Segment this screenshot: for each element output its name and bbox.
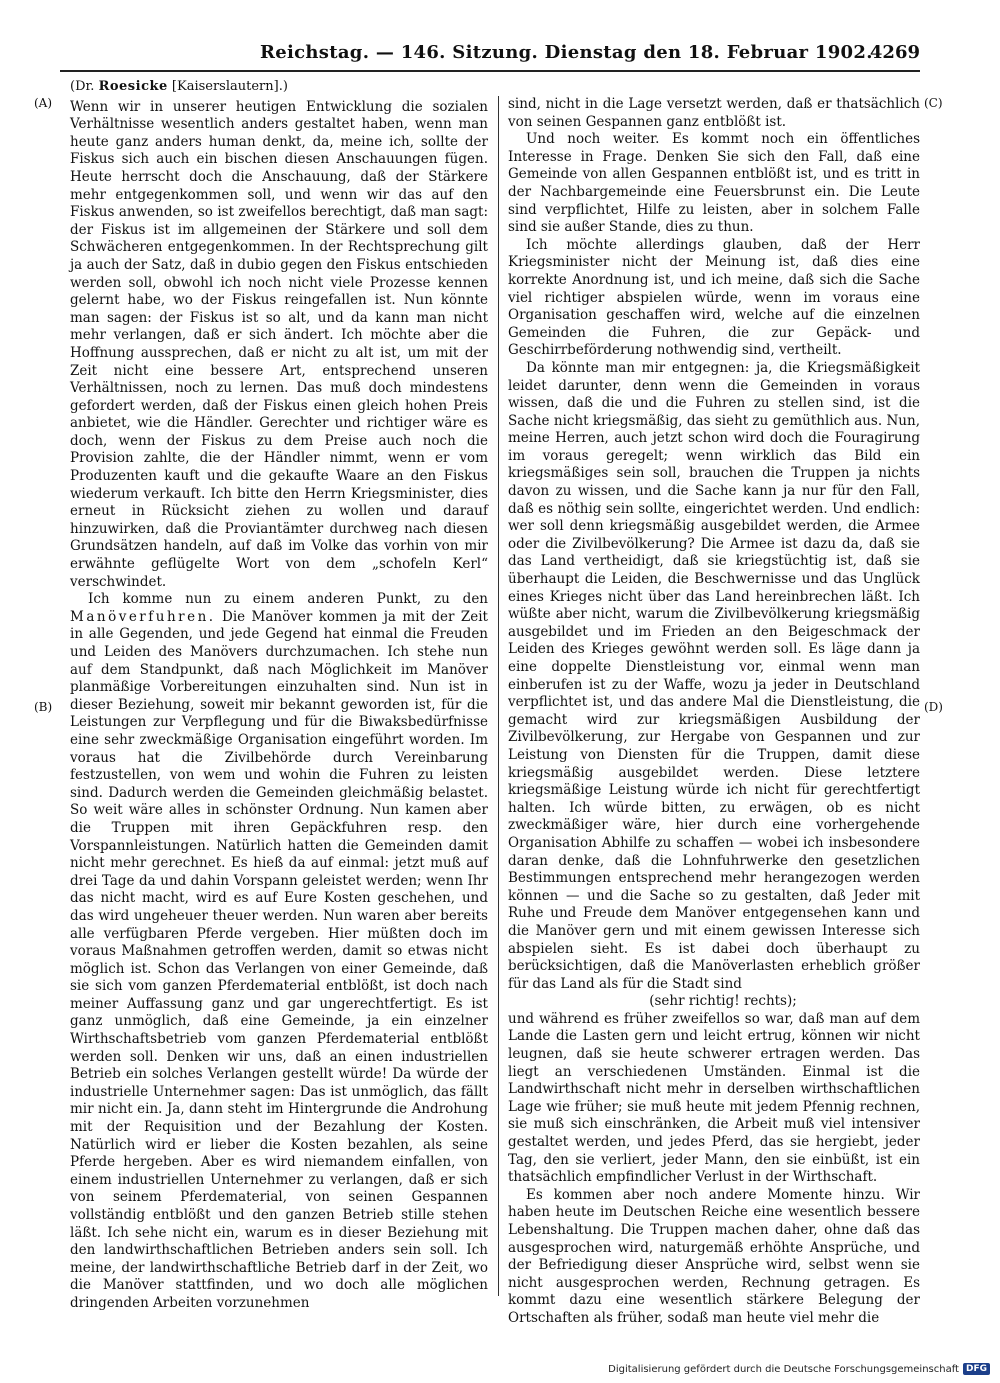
paragraph: Und noch weiter. Es kommt noch ein öffentliches Interesse in Frage. Denken Sie sich den Fall, daß eine Gemeinde von allen Gespannen entblößt ist, und es tritt in der Nachbargemeinde eine Feuersbrunst ein. Die Leute sind verpflichtet, Hilfe zu leisten, aber in solchem Falle sind sie außer Stande, dies zu thun. bbox=[508, 131, 920, 236]
footer-text: Digitalisierung gefördert durch die Deutsche Forschungsgemeinschaft bbox=[608, 1363, 959, 1375]
speaker-prefix: (Dr. bbox=[70, 79, 95, 94]
page-number: 4269 bbox=[869, 42, 920, 63]
paragraph: Ich möchte allerdings glauben, daß der Herr Kriegsminister nicht der Meinung ist, daß dies eine korrekte Anordnung ist, und ich meine, daß sich die Sache viel richtiger abspielen würde, wenn im voraus eine Organisation geschaffen wird, welche auf die einzelnen Gemeinden die Fuhren, die zur Gepäck- und Geschirrbeförderung nothwendig sind, vertheilt. bbox=[508, 236, 920, 359]
paragraph: und während es früher zweifellos so war, daß man auf dem Lande die Lasten gern und leicht ertrug, können wir nicht leugnen, daß sie heute schwerer ertragen werden. Das liegt an verschiedenen Umständen. Einmal ist die Landwirthschaft nicht mehr in derselben wirthschaftlichen Lage wie früher; sie muß heute mit jedem Pfennig rechnen, sie muß sich einschränken, die Arbeit muß viel intensiver gestaltet werden, und jedes Pferd, das sie hergiebt, jeder Tag, den sie verliert, jeder Mann, den sie einbüßt, ist ein thatsächlich empfindlicher Verlust in der Wirthschaft. bbox=[508, 1010, 920, 1186]
emphasized-term: Manöverfuhren. bbox=[70, 608, 216, 625]
column-marker-a: (A) bbox=[34, 96, 53, 110]
column-divider bbox=[498, 96, 499, 1296]
running-header bbox=[60, 40, 920, 72]
paragraph bbox=[70, 591, 488, 1312]
speaker-suffix: [Kaiserslautern].) bbox=[171, 79, 288, 94]
paragraph: Es kommen aber noch andere Momente hinzu. Wir haben heute im Deutschen Reiche eine wesentlich bessere Lebenshaltung. Die Truppen machen daher, ohne daß das ausgesprochen wird, naturgemäß erhöhte Ansprüche, und der Befriedigung dieser Ansprüche wird, selbst wenn sie nicht ausgesprochen werden, Rechnung getragen. Es kommt dazu eine wesentlich stärkere Belegung der Ortschaften als früher, sodaß man heute viel mehr die bbox=[508, 1186, 920, 1326]
running-title: Reichstag. — 146. Sitzung. Dienstag den 18. Februar 1902. bbox=[260, 42, 873, 63]
column-marker-b: (B) bbox=[34, 700, 53, 714]
column-marker-c: (C) bbox=[924, 96, 943, 110]
paragraph: Da könnte man mir entgegnen: ja, die Kriegsmäßigkeit leidet darunter, denn wenn die Gemeinden in voraus wissen, daß die und die Fuhren zu stellen sind, ist die Sache nicht kriegsmäßig, das sieht zu gemüthlich aus. Nun, meine Herren, auch jetzt schon wird doch die Fouragirung im voraus geregelt; wenn wirklich das Bild ein kriegsmäßiges sein soll, brauchen die Truppen ja nichts davon zu wissen, und die Sache kann ja nur für den Fall, daß es nöthig sein sollte, eingerichtet werden. Und endlich: wer soll denn kriegsmäßig ausgebildet werden, die Armee oder die Zivilbevölkerung? Die Armee ist dazu da, daß sie das Land vertheidigt, daß sie kriegstüchtig ist, daß sie überhaupt die Leiden, die Beschwernisse und das Unglück eines Krieges nicht über das Land hereinbrechen läßt. Ich wüßte aber nicht, warum die Zivilbevölkerung kriegsmäßig ausgebildet und im Frieden an den Beigeschmack der Leiden des Krieges gewöhnt werden soll. Es läge dann ja eine doppelte Dienstleistung vor, einmal wenn man einberufen ist zu der Waffe, wozu ja jeder in Deutschland verpflichtet ist, und das andere Mal die Dienstleistung, die gemacht wird zur kriegsmäßigen Ausbildung der Zivilbevölkerung, zur Hergabe von Gespannen und zur Leistung von Diensten für die Truppen, damit diese kriegsmäßig ausgebildet werden. Diese letztere kriegsmäßige Leistung würde ich nicht für gerechtfertigt halten. Ich würde bitten, zu erwägen, ob es nicht zweckmäßiger wäre, hier durch eine vorhergehende Organisation Abhilfe zu schaffen — wobei ich insbesondere daran denke, daß die Lohnfuhrwerke den gesetzlichen Bestimmungen entsprechend mehr herangezogen werden können — und die Sache so zu gestalten, daß Jeder mit Ruhe und Freude dem Manöver entgegensehen kann und die Manöver gern und mit einem gewissen Interesse sich abspielen sieht. Es ist dabei doch überhaupt zu berücksichtigen, daß die Manöverlasten erheblich größer für das Land als für die Stadt sind bbox=[508, 359, 920, 992]
speaker-name: Roesicke bbox=[98, 79, 168, 94]
left-column bbox=[70, 78, 488, 1313]
paragraph-start: Ich komme nun zu einem anderen Punkt, zu den bbox=[88, 591, 488, 608]
column-marker-d: (D) bbox=[924, 700, 943, 714]
dfg-logo-icon: DFG bbox=[963, 1363, 990, 1375]
paragraph: sind, nicht in die Lage versetzt werden, daß er thatsächlich von seinen Gespannen ganz entblößt ist. bbox=[508, 96, 920, 130]
footer bbox=[608, 1363, 990, 1375]
paragraph: Wenn wir in unserer heutigen Entwicklung die sozialen Verhältnisse wesentlich anders gestaltet haben, wenn man heute ganz anders human denkt, da, meine ich, sollte der Fiskus sich auch ein bischen diesen Anschauungen fügen. Heute herrscht doch die Anschauung, daß der Stärkere mehr entgegenkommen soll, und wenn wir das auf den Fiskus anwenden, so ist zweifellos berechtigt, daß man sagt: der Fiskus ist im allgemeinen der Stärkere und soll dem Schwächeren entgegenkommen. In der Rechtsprechung gilt ja auch der Satz, daß in dubio gegen den Fiskus entschieden werden soll, obwohl ich noch nicht viele Prozesse kennen gelernt habe, wo der Fiskus reingefallen ist. Nun könnte man sagen: der Fiskus ist so alt, und da kann man nicht mehr verlangen, daß er sich ändert. Ich möchte aber die Hoffnung aussprechen, daß er nicht zu alt ist, um mit der Zeit nicht eine bessere Art, entsprechend unseren Verhältnissen, noch zu lernen. Das muß doch mindestens gefordert werden, daß der Fiskus einen gleich hohen Preis anbietet, wie die Händler. Gerechter und richtiger wäre es doch, wenn der Fiskus zu dem Preise auch noch die Provision zahlte, die der Händler nimmt, wenn er vom Produzenten kauft und die gekaufte Waare an den Fiskus wiederum verkauft. Ich bitte den Herrn Kriegsminister, dies erneut in Rücksicht ziehen zu wollen und darauf hinzuwirken, daß die Proviantämter durchweg nach diesen Grundsätzen handeln, auf daß im Volke das vorhin von mir erwähnte geflügelte Wort von dem „schofeln Kerl“ verschwindet. bbox=[70, 98, 488, 590]
right-column bbox=[508, 96, 920, 1328]
speaker-line bbox=[70, 78, 488, 96]
paragraph-rest: Die Manöver kommen ja mit der Zeit in alle Gegenden, und jede Gegend hat einmal die Freuden und Leiden des Manövers durchzumachen. Ich stehe nun auf dem Standpunkt, daß nach Möglichkeit im Manöver planmäßige Vorbereitungen einzuhalten sind. Nun ist in dieser Beziehung, soweit mir bekannt geworden ist, für die Leistungen zur Verpflegung und für die Biwaksbedürfnisse eine sehr zweckmäßige Organisation eingeführt worden. Im voraus hat die Zivilbehörde durch Vereinbarung festzustellen, von wem und wohin die Fuhren zu leisten sind. Dadurch werden die Gemeinden gleichmäßig belastet. So weit wäre alles in schönster Ordnung. Nun kamen aber die Truppen mit ihren Gepäckfuhren resp. den Vorspannleistungen. Natürlich hatten die Gemeinden damit nicht mehr gerechnet. Es hieß da auf einmal: jetzt muß auf drei Tage da und dahin Vorspann geleistet werden; wenn Ihr das nicht macht, wird es auf Eure Kosten geschehen, und das wird ungeheuer theuer werden. Nun waren aber bereits alle verfügbaren Pferde vergeben. Hier müßten doch im voraus Maßnahmen getroffen werden, damit so etwas nicht möglich ist. Schon das Verlangen von einer Gemeinde, daß sie sich vom ganzen Pferdematerial entblößt, ist doch nach meiner Auffassung ganz und gar ungerechtfertigt. Es ist ganz unmöglich, daß eine Gemeinde, ja ein einzelner Wirthschaftsbetrieb vom ganzen Pferdematerial entblößt werden soll. Denken wir uns, daß an einen industriellen Betrieb ein solches Verlangen gestellt würde! Da würde der industrielle Unternehmer sagen: Das ist unmöglich, das fällt mir nicht ein. Ja, dann steht im Hintergrunde die Androhung mit der Requisition und der Bezahlung der Kosten. Natürlich wird er lieber die Kosten bezahlen, als seine Pferde hergeben. Aber es wird niemandem einfallen, von einem industriellen Unternehmer zu verlangen, daß er sich von seinem Pferdematerial, von seinen Gespannen vollständig entblößt und den ganzen Betrieb stille stehen läßt. Ich sehe nicht ein, warum es in dieser Beziehung mit den landwirthschaftlichen Betrieben anders sein soll. Ich meine, der landwirthschaftliche Betrieb darf in der Zeit, wo die Manöver stattfinden, und wo doch alle möglichen dringenden Arbeiten vorzunehmen bbox=[70, 608, 488, 1311]
interjection: (sehr richtig! rechts); bbox=[649, 993, 797, 1010]
